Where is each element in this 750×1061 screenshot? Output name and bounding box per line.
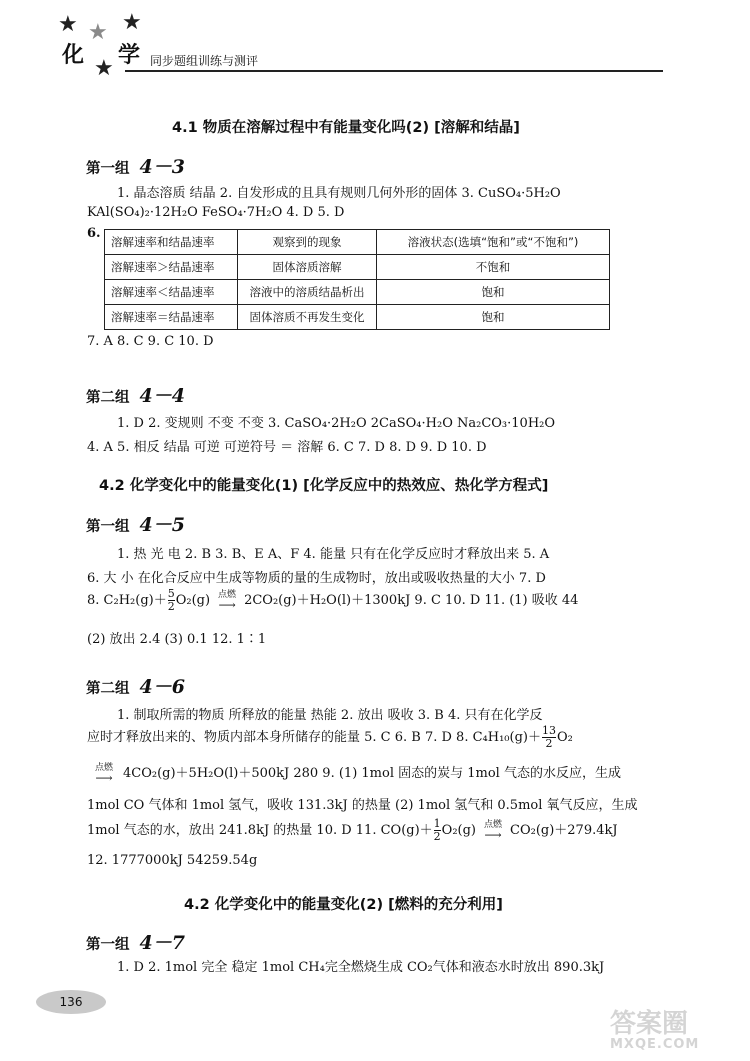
answer-text: 1mol 气态的水，放出 241.8kJ 的热量 10. D 11. CO(g)＋ <box>87 823 433 838</box>
fraction: $\frac{1}{2}$ <box>433 817 441 843</box>
table-header-row <box>105 230 610 255</box>
answer-text: 4CO₂(g)＋5H₂O(l)＋500kJ 280 9. (1) 1mol 固态的炭与 1mol 气态的水反应，生成 <box>123 766 621 781</box>
group-heading <box>86 672 185 699</box>
answer-line <box>87 818 618 843</box>
group-heading <box>86 510 185 537</box>
answer-text: O₂ <box>556 730 573 745</box>
group-number: 4－4 <box>139 385 185 407</box>
answer-line <box>87 725 573 750</box>
answer-line: 1mol CO 气体和 1mol 氢气，吸收 131.3kJ 的热量 (2) 1mol 氢气和 0.5mol 氧气反应，生成 <box>87 798 638 813</box>
group-number: 4－7 <box>139 932 185 954</box>
answer-text: O₂(g) <box>441 823 476 838</box>
table-row <box>105 305 610 330</box>
reaction-arrow: 点燃 ⟶ <box>94 763 113 785</box>
answer-line: 7. A 8. C 9. C 10. D <box>87 334 214 349</box>
reaction-arrow: 点燃 ⟶ <box>483 820 502 842</box>
group-label: 第一组 <box>86 937 130 953</box>
section-title: 4.2 化学变化中的能量变化(2) [燃料的充分利用] <box>184 897 503 913</box>
table-cell: 固体溶质溶解 <box>238 255 377 280</box>
answer-text: 应时才释放出来的、物质内部本身所储存的能量 5. C 6. B 7. D 8. C₄H₁₀(g)＋ <box>87 730 541 745</box>
fraction: $\frac{13}{2}$ <box>541 724 556 750</box>
table-row <box>105 255 610 280</box>
answer-line: 1. D 2. 变规则 不变 不变 3. CaSO₄·2H₂O 2CaSO₄·H₂O Na₂CO₃·10H₂O <box>117 416 556 431</box>
logo-char: 学 <box>118 42 141 68</box>
table-row <box>105 280 610 305</box>
table-cell: 固体溶质不再发生变化 <box>238 305 377 330</box>
table-cell: 溶解速率＝结晶速率 <box>105 305 238 330</box>
section-title: 4.2 化学变化中的能量变化(1) [化学反应中的热效应、热化学方程式] <box>99 478 549 494</box>
table-cell: 溶液中的溶质结晶析出 <box>238 280 377 305</box>
fraction: $\frac{5}{2}$ <box>167 587 175 613</box>
solubility-table <box>104 229 610 330</box>
answer-text: O₂(g) <box>175 593 211 608</box>
table-cell: 饱和 <box>377 280 610 305</box>
answer-line: 4. A 5. 相反 结晶 可逆 可逆符号 ＝ 溶解 6. C 7. D 8. D 9. D 10. D <box>87 440 487 455</box>
group-heading <box>86 928 185 955</box>
answer-line: 6. 大 小 在化合反应中生成等物质的量的生成物时，放出或吸收热量的大小 7. D <box>87 571 546 586</box>
answer-line: (2) 放出 2.4 (3) 0.1 12. 1∶1 <box>87 632 267 647</box>
header-rule <box>125 70 663 72</box>
star-icon: ★ <box>58 12 78 37</box>
watermark-url: MXQE.COM <box>610 1037 700 1052</box>
answer-line: 1. 晶态溶质 结晶 2. 自发形成的且具有规则几何外形的固体 3. CuSO₄·5H₂O <box>117 186 561 201</box>
group-label: 第二组 <box>86 390 130 406</box>
logo-char: 化 <box>62 42 85 68</box>
section-title: 4.1 物质在溶解过程中有能量变化吗(2) [溶解和结晶] <box>172 120 520 136</box>
table-cell: 观察到的现象 <box>238 230 377 255</box>
answer-line <box>87 588 578 613</box>
group-label: 第一组 <box>86 519 130 535</box>
table-cell: 溶解速率＜结晶速率 <box>105 280 238 305</box>
answer-text: 2CO₂(g)＋H₂O(l)＋1300kJ 9. C 10. D 11. (1) 吸收 44 <box>244 593 579 608</box>
page-number: 136 <box>36 990 106 1014</box>
star-icon: ★ <box>88 20 108 45</box>
group-label: 第一组 <box>86 161 130 177</box>
group-heading <box>86 381 185 408</box>
answer-line: KAl(SO₄)₂·12H₂O FeSO₄·7H₂O 4. D 5. D <box>87 205 345 220</box>
answer-line: 1. D 2. 1mol 完全 稳定 1mol CH₄完全燃烧生成 CO₂气体和液态水时放出 890.3kJ <box>117 960 605 975</box>
answer-text: 8. C₂H₂(g)＋ <box>87 593 167 608</box>
group-heading <box>86 152 185 179</box>
table-cell: 溶解速率＞结晶速率 <box>105 255 238 280</box>
table-cell: 不饱和 <box>377 255 610 280</box>
star-icon: ★ <box>94 56 114 81</box>
group-number: 4－3 <box>139 156 185 178</box>
answer-line: 1. 制取所需的物质 所释放的能量 热能 2. 放出 吸收 3. B 4. 只有在化学反 <box>117 708 543 723</box>
watermark <box>610 1010 730 1054</box>
watermark-text: 答案圈 <box>610 1009 689 1039</box>
answer-line: 12. 1777000kJ 54259.54g <box>87 853 258 868</box>
star-icon: ★ <box>122 10 142 35</box>
header-subtitle: 同步题组训练与测评 <box>150 54 259 68</box>
answer-line <box>87 762 621 783</box>
answer-line: 6. <box>87 226 101 241</box>
table-cell: 饱和 <box>377 305 610 330</box>
reaction-arrow: 点燃 ⟶ <box>218 590 237 612</box>
group-label: 第二组 <box>86 681 130 697</box>
answer-text: CO₂(g)＋279.4kJ <box>510 823 618 838</box>
group-number: 4－5 <box>139 514 185 536</box>
table-cell: 溶解速率和结晶速率 <box>105 230 238 255</box>
group-number: 4－6 <box>139 676 185 698</box>
table-cell: 溶液状态(选填“饱和”或“不饱和”) <box>377 230 610 255</box>
answer-line: 1. 热 光 电 2. B 3. B、E A、F 4. 能量 只有在化学反应时才释放出来 5. A <box>117 547 550 562</box>
